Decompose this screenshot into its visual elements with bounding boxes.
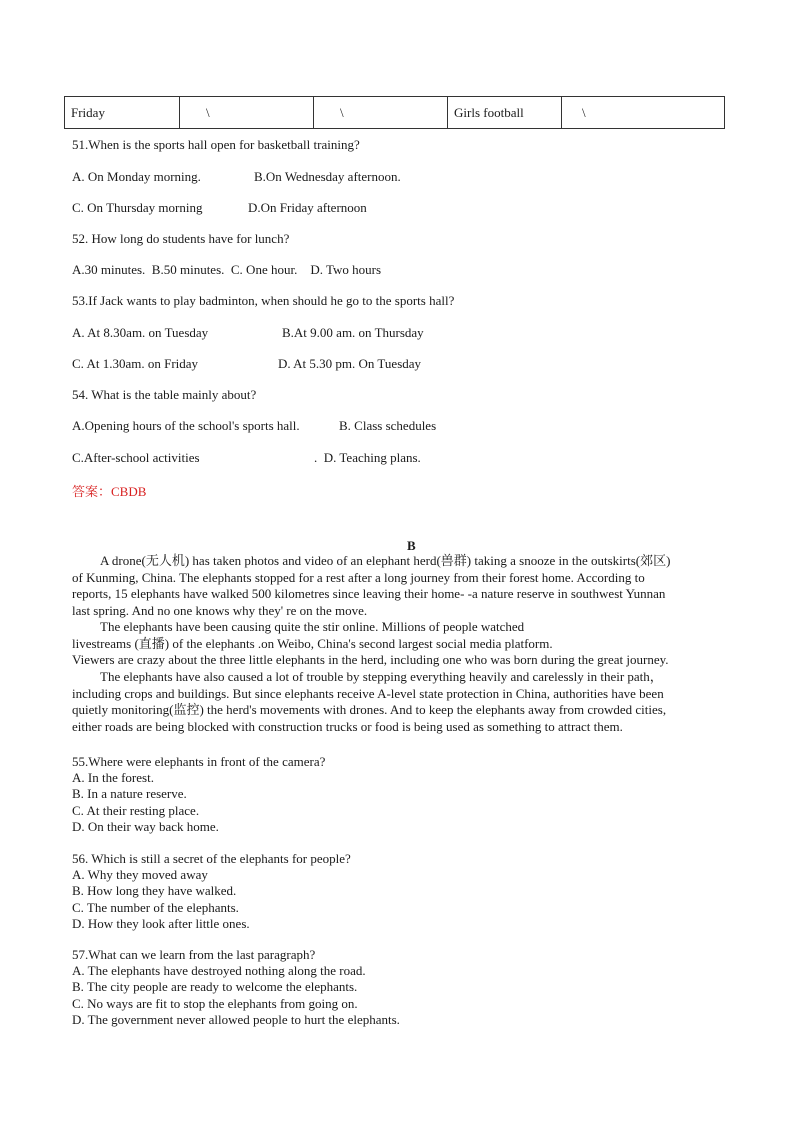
option-53-a: A. At 8.30am. on Tuesday: [72, 325, 209, 340]
section-title: B: [407, 538, 416, 553]
option-51-a: A. On Monday morning.: [72, 169, 201, 184]
question-52: 52. How long do students have for lunch?: [72, 231, 290, 246]
question-55: 55.Where were elephants in front of the camera?: [72, 754, 326, 769]
passage-line: Viewers are crazy about the three little elephants in the herd, including one who was born during the great journey.: [72, 652, 669, 667]
passage-line: livestreams (直播) of the elephants .on Weibo, China's second largest social media platform.: [72, 635, 553, 651]
option-56-c: C. The number of the elephants.: [72, 899, 239, 915]
options-52: A.30 minutes. B.50 minutes. C. One hour. D. Two hours: [72, 262, 382, 277]
option-57-c: C. No ways are fit to stop the elephants from going on.: [72, 995, 358, 1011]
option-51-c: C. On Thursday morning: [72, 200, 203, 215]
question-53: 53.If Jack wants to play badminton, when should he go to the sports hall?: [72, 293, 455, 308]
option-54-a: A.Opening hours of the school's sports hall.: [72, 418, 300, 433]
question-57-block: [72, 947, 400, 1028]
passage-line: A drone(无人机) has taken photos and video of an elephant herd(兽群) taking a snooze in the outskirts(郊区): [100, 553, 671, 568]
passage-line: of Kunming, China. The elephants stopped for a rest after a long journey from their forest home. According to: [72, 569, 645, 585]
table-row: [65, 97, 725, 129]
option-55-a: A. In the forest.: [72, 770, 154, 786]
option-56-d: D. How they look after little ones.: [72, 915, 250, 931]
passage-line: quietly monitoring(监控) the herd's movements with drones. And to keep the elephants away from crowded cities,: [72, 702, 667, 717]
option-53-b: B.At 9.00 am. on Thursday: [282, 325, 424, 340]
option-53-d: D. At 5.30 pm. On Tuesday: [278, 356, 422, 371]
passage-line: The elephants have also caused a lot of trouble by stepping everything heavily and carelessly in their path，: [100, 669, 663, 684]
option-57-a: A. The elephants have destroyed nothing along the road.: [72, 963, 366, 979]
schedule-table: [64, 96, 725, 129]
option-57-b: B. The city people are ready to welcome the elephants.: [72, 979, 358, 995]
passage-paragraph-1: [72, 553, 670, 619]
question-56-block: [72, 851, 351, 932]
table-cell: Girls football: [448, 97, 562, 129]
table-cell: \: [314, 97, 448, 129]
option-51-b: B.On Wednesday afternoon.: [254, 169, 401, 184]
question-56: 56. Which is still a secret of the elephants for people?: [72, 851, 351, 866]
table-cell: \: [562, 97, 725, 129]
answer-key: 答案：CBDB: [72, 484, 147, 499]
table-cell: \: [180, 97, 314, 129]
option-51-d: D.On Friday afternoon: [248, 200, 367, 215]
question-55-block: [72, 754, 325, 835]
passage-line: including crops and buildings. But since elephants receive A-level state protection in China, authorities have been: [72, 685, 664, 701]
question-57: 57.What can we learn from the last paragraph?: [72, 947, 316, 962]
option-56-a: A. Why they moved away: [72, 867, 208, 883]
option-57-d: D. The government never allowed people to hurt the elephants.: [72, 1011, 400, 1027]
option-54-d: . D. Teaching plans.: [314, 450, 421, 465]
passage-line: The elephants have been causing quite the stir online. Millions of people watched: [100, 619, 525, 634]
passage-paragraph-3: [72, 669, 666, 735]
option-55-c: C. At their resting place.: [72, 802, 200, 818]
option-56-b: B. How long they have walked.: [72, 883, 237, 899]
table-cell-day: Friday: [65, 97, 180, 129]
option-55-b: B. In a nature reserve.: [72, 786, 187, 802]
passage-line: last spring. And no one knows why they' re on the move.: [72, 602, 368, 618]
option-53-c: C. At 1.30am. on Friday: [72, 356, 199, 371]
option-54-b: B. Class schedules: [339, 418, 437, 433]
option-55-d: D. On their way back home.: [72, 818, 219, 834]
option-54-c: C.After-school activities: [72, 450, 200, 465]
passage-line: reports, 15 elephants have walked 500 kilometres since leaving their home- -a nature reserve in southwest Yunnan: [72, 586, 666, 601]
passage-paragraph-2: [72, 619, 669, 669]
question-54: 54. What is the table mainly about?: [72, 387, 257, 402]
passage-line: either roads are being blocked with construction trucks or food is being used as something to attract them.: [72, 718, 623, 734]
question-51: 51.When is the sports hall open for basketball training?: [72, 137, 360, 152]
